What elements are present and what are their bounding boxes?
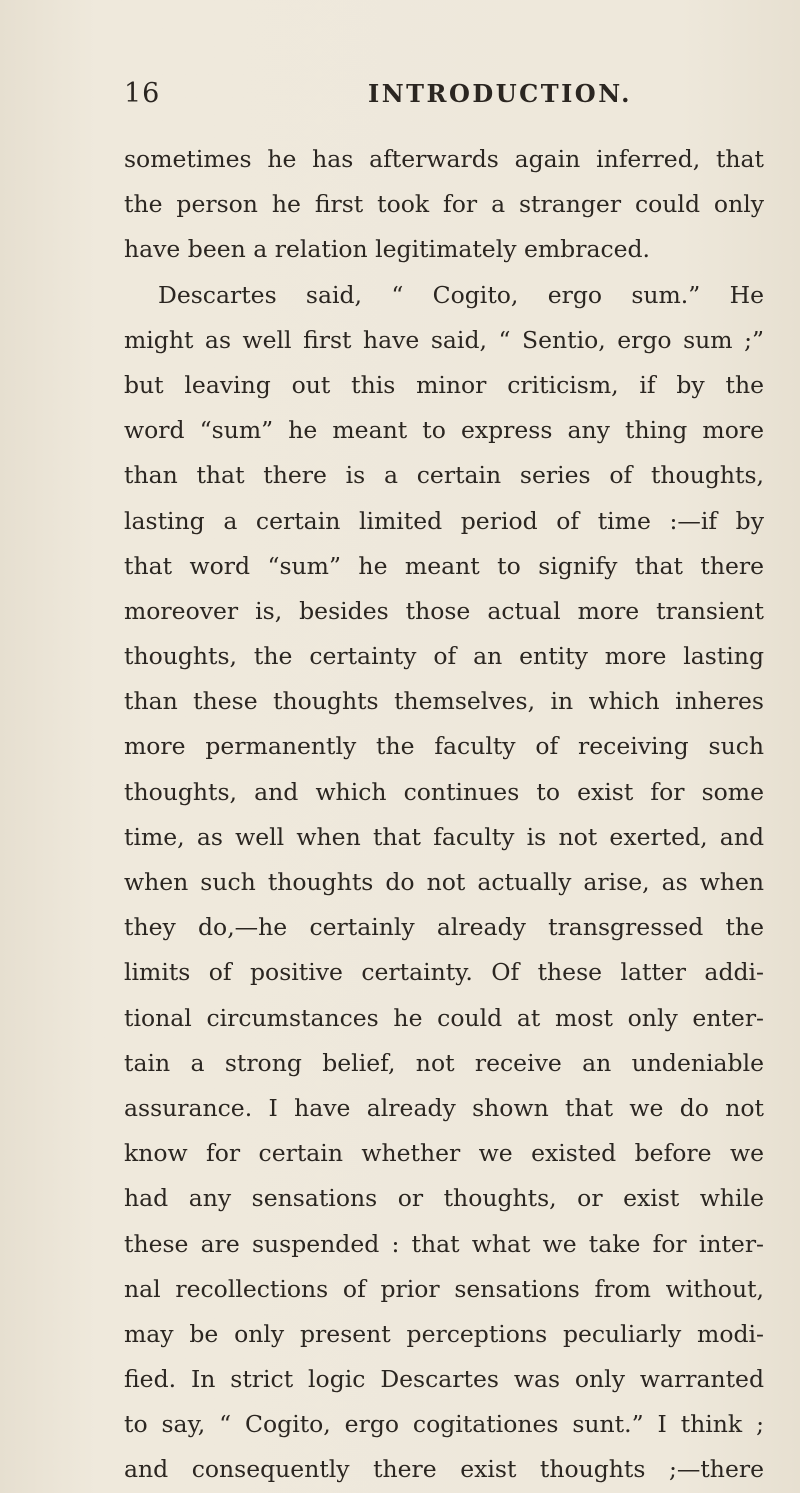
text-line: had any sensations or thoughts, or exist while	[124, 1184, 764, 1213]
text-line: when such thoughts do not actually arise, as when	[124, 868, 764, 896]
text-line: word “sum” he meant to express any thing more	[124, 416, 764, 445]
text-line: may be only present perceptions peculiarly modi-	[124, 1319, 764, 1348]
text-line: these are suspended : that what we take for inter-	[124, 1229, 764, 1258]
text-line: have been a relation legitimately embraced.	[124, 235, 651, 264]
text-line: than these thoughts themselves, in which inheres	[124, 687, 764, 716]
text-line: than that there is a certain series of thoughts,	[124, 461, 764, 490]
body-text	[124, 137, 764, 1493]
text-line: that word “sum” he meant to signify that there	[124, 551, 764, 580]
text-line: know for certain whether we existed before we	[124, 1139, 764, 1168]
text-line: tional circumstances he could at most only enter-	[124, 1003, 764, 1032]
page-number: 16	[124, 78, 161, 109]
text-line: thoughts, the certainty of an entity more lasting	[124, 642, 764, 671]
running-head	[124, 74, 764, 114]
text-line: more permanently the faculty of receiving such	[124, 732, 764, 761]
text-line: thoughts, and which continues to exist for some	[124, 777, 764, 806]
text-line: but leaving out this minor criticism, if by the	[124, 370, 764, 399]
text-line: they do,—he certainly already transgressed the	[124, 913, 764, 942]
text-line: nal recollections of prior sensations from without,	[124, 1274, 764, 1303]
text-line: to say, “ Cogito, ergo cogitationes sunt.” I think ;	[124, 1410, 764, 1439]
paragraph-start-line: Descartes said, “ Cogito, ergo sum.” He	[158, 280, 764, 309]
text-line: assurance. I have already shown that we do not	[124, 1093, 764, 1122]
text-line: lasting a certain limited period of time :—if by	[124, 506, 764, 535]
text-line: sometimes he has afterwards again inferred, that	[124, 145, 764, 173]
text-line: the person he first took for a stranger could only	[124, 190, 764, 219]
running-title: INTRODUCTION.	[368, 79, 632, 108]
text-line: tain a strong belief, not receive an undeniable	[124, 1048, 764, 1077]
text-line: time, as well when that faculty is not exerted, and	[124, 822, 764, 851]
text-line: might as well first have said, “ Sentio, ergo sum ;”	[124, 325, 764, 354]
text-line: fied. In strict logic Descartes was only warranted	[124, 1365, 764, 1394]
text-line: limits of positive certainty. Of these latter addi-	[124, 958, 764, 987]
text-line: and consequently there exist thoughts ;—there	[124, 1455, 764, 1484]
text-line: moreover is, besides those actual more transient	[124, 596, 764, 625]
